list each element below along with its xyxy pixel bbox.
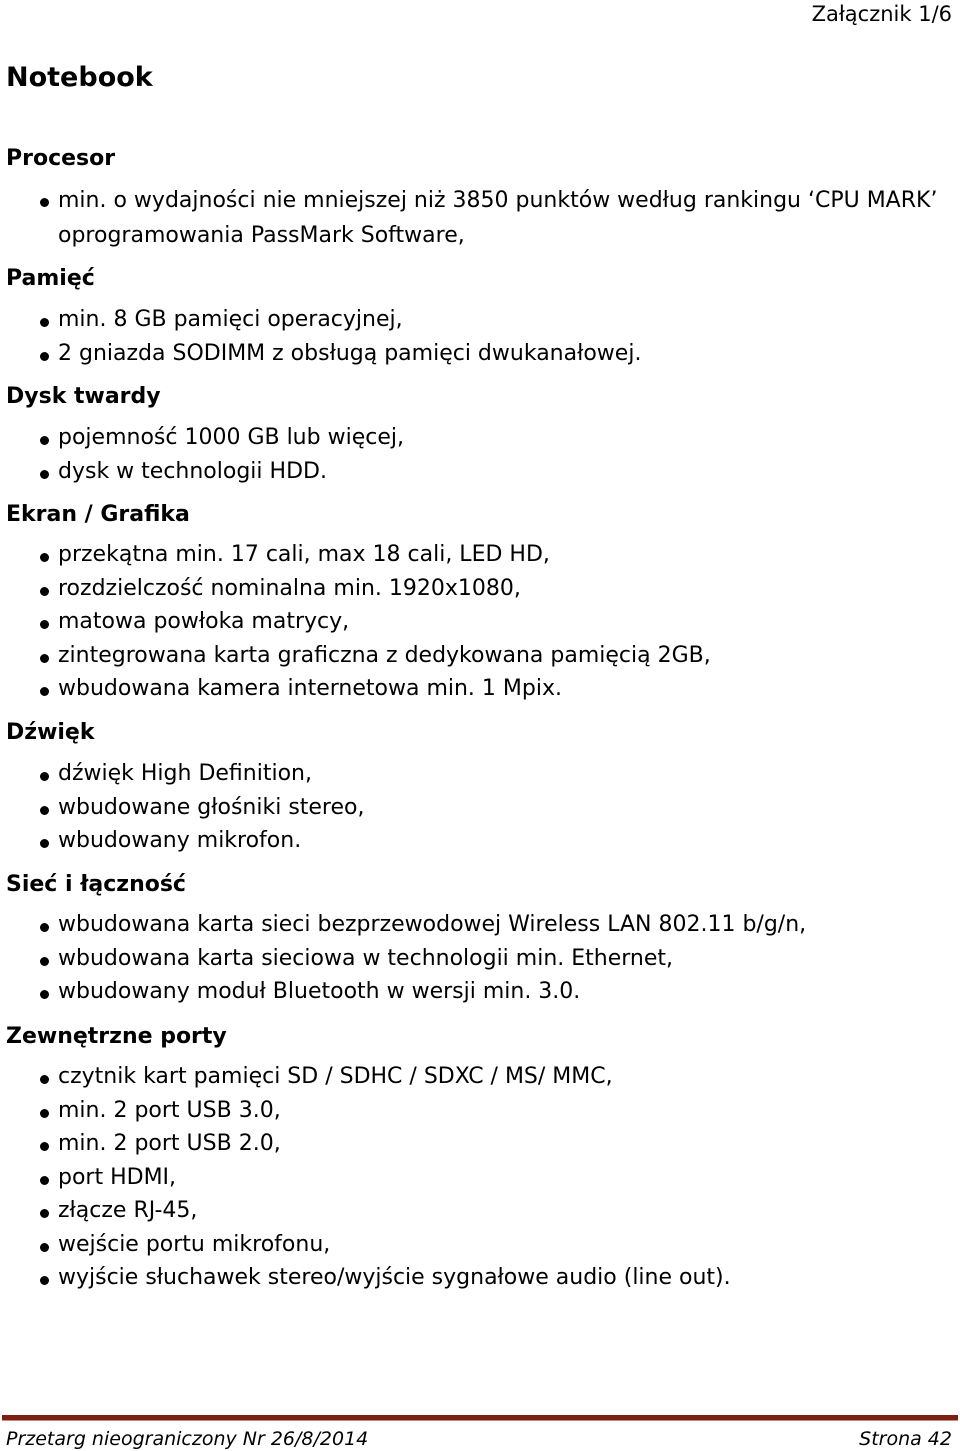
annex-label: Załącznik 1/6 (811, 2, 952, 26)
bullet-icon (40, 318, 49, 327)
bullet-icon (40, 957, 49, 966)
list-item (0, 1228, 731, 1262)
list-item (0, 1161, 731, 1195)
footer-tender-number: Przetarg nieograniczony Nr 26/8/2014 (6, 1428, 369, 1450)
dysk-twardy-list (0, 421, 404, 488)
list-item (0, 183, 948, 253)
bullet-icon (40, 587, 49, 596)
list-item (0, 1194, 731, 1228)
list-item-text: 2 gniazda SODIMM z obsługą pamięci dwukanałowej. (58, 340, 642, 366)
list-item (0, 1127, 731, 1161)
bullet-icon (40, 352, 49, 361)
list-item-text: wbudowany moduł Bluetooth w wersji min. 3.0. (58, 979, 581, 1004)
footer-divider (2, 1415, 958, 1421)
list-item-text: dźwięk High Definition, (58, 761, 312, 786)
list-item-text: matowa powłoka matrycy, (58, 609, 350, 634)
section-heading-dysk-twardy: Dysk twardy (6, 384, 161, 409)
list-item (0, 672, 711, 706)
list-item (0, 303, 641, 337)
section-heading-zewnetrzne-porty: Zewnętrzne porty (6, 1024, 227, 1049)
bullet-icon (40, 1142, 49, 1151)
section-heading-pamiec: Pamięć (6, 266, 95, 291)
list-item-text: wyjście słuchawek stereo/wyjście sygnałowe audio (line out). (58, 1265, 731, 1290)
list-item (0, 455, 404, 489)
bullet-icon (40, 436, 49, 445)
bullet-icon (40, 806, 49, 815)
list-item (0, 337, 641, 371)
list-item (0, 824, 365, 858)
procesor-list (0, 183, 948, 253)
list-item (0, 942, 806, 976)
pamiec-list (0, 303, 641, 370)
list-item-text: zintegrowana karta graficzna z dedykowana pamięcią 2GB, (58, 642, 711, 668)
list-item (0, 1261, 731, 1295)
dzwiek-list (0, 757, 365, 858)
bullet-icon (40, 1109, 49, 1118)
ekran-grafika-list (0, 538, 711, 706)
bullet-icon (40, 470, 49, 479)
porty-list (0, 1060, 731, 1295)
list-item-text: min. 2 port USB 2.0, (58, 1131, 281, 1156)
list-item (0, 538, 711, 572)
list-item-text: wbudowana karta sieciowa w technologii min. Ethernet, (58, 945, 674, 971)
list-item (0, 605, 711, 639)
list-item (0, 421, 404, 455)
list-item (0, 1094, 731, 1128)
list-item (0, 1060, 731, 1094)
list-item-text: złącze RJ-45, (58, 1198, 198, 1223)
list-item (0, 639, 711, 673)
document-title: Notebook (6, 62, 153, 93)
section-heading-siec-i-lacznosc: Sieć i łączność (6, 872, 186, 897)
list-item (0, 572, 711, 606)
list-item (0, 975, 806, 1009)
footer-page-number: Strona 42 (859, 1428, 952, 1450)
section-heading-ekran-grafika: Ekran / Grafika (6, 502, 190, 527)
list-item-text: pojemność 1000 GB lub więcej, (58, 425, 404, 450)
list-item-text: wejście portu mikrofonu, (58, 1231, 331, 1257)
list-item-text: rozdzielczość nominalna min. 1920x1080, (58, 575, 521, 601)
bullet-icon (40, 839, 49, 848)
list-item-text: czytnik kart pamięci SD / SDHC / SDXC / MS/ MMC, (58, 1064, 613, 1089)
section-heading-procesor: Procesor (6, 146, 116, 171)
list-item (0, 908, 806, 942)
bullet-icon (40, 1209, 49, 1218)
bullet-icon (40, 923, 49, 932)
list-item-text: wbudowana karta sieci bezprzewodowej Wireless LAN 802.11 b/g/n, (58, 912, 807, 937)
bullet-icon (40, 620, 49, 629)
list-item-text: port HDMI, (58, 1164, 177, 1190)
bullet-icon (40, 1243, 49, 1252)
bullet-icon (40, 772, 49, 781)
bullet-icon (40, 1176, 49, 1185)
bullet-icon (40, 687, 49, 696)
page-footer (6, 1428, 952, 1450)
bullet-icon (40, 654, 49, 663)
list-item-text: dysk w technologii HDD. (58, 458, 327, 484)
list-item (0, 791, 365, 825)
bullet-icon (40, 1276, 49, 1285)
bullet-icon (40, 198, 49, 207)
list-item-text: wbudowany mikrofon. (58, 828, 302, 853)
list-item-text: wbudowana kamera internetowa min. 1 Mpix. (58, 676, 562, 701)
bullet-icon (40, 1075, 49, 1084)
list-item-text: min. o wydajności nie mniejszej niż 3850 punktów według rankingu ‘CPU MARK’ oprogramowania PassMark Software, (58, 188, 938, 248)
list-item-text: przekątna min. 17 cali, max 18 cali, LED HD, (58, 542, 550, 567)
list-item (0, 757, 365, 791)
bullet-icon (40, 553, 49, 562)
list-item-text: min. 2 port USB 3.0, (58, 1097, 281, 1123)
section-heading-dzwiek: Dźwięk (6, 720, 95, 745)
siec-list (0, 908, 806, 1009)
list-item-text: min. 8 GB pamięci operacyjnej, (58, 307, 403, 332)
list-item-text: wbudowane głośniki stereo, (58, 794, 365, 820)
bullet-icon (40, 990, 49, 999)
